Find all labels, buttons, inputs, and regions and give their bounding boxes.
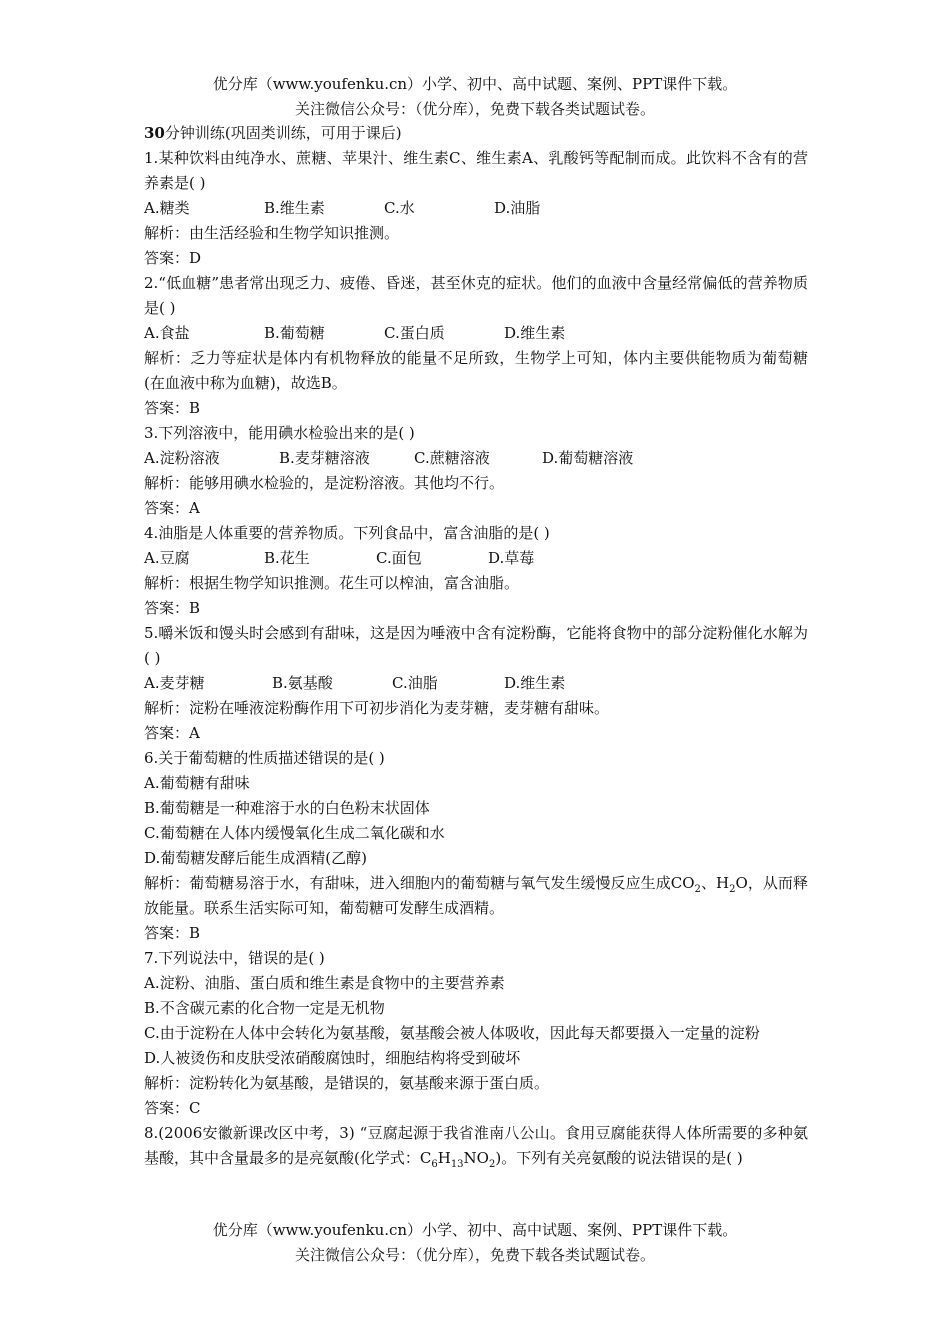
option-b: B.麦芽糖溶液	[279, 449, 370, 467]
question-4-stem: 4.油脂是人体重要的营养物质。下列食品中，富含油脂的是( )	[144, 524, 550, 542]
option-d: D.维生素	[504, 324, 566, 342]
option-b: B.葡萄糖是一种难溶于水的白色粉末状固体	[144, 799, 430, 817]
option-b: B.葡萄糖	[264, 324, 325, 342]
question-1-analysis: 解析：由生活经验和生物学知识推测。	[144, 224, 400, 242]
question-1-options	[144, 196, 808, 221]
question-4-analysis: 解析：根据生物学知识推测。花生可以榨油，富含油脂。	[144, 574, 520, 592]
option-c: C.油脂	[392, 674, 438, 692]
option-a: A.食盐	[144, 324, 190, 342]
question-5-options	[144, 671, 808, 696]
subscript: 6	[431, 1159, 438, 1170]
option-b: B.维生素	[264, 199, 325, 217]
option-a: A.葡萄糖有甜味	[144, 774, 250, 792]
option-d: D.草莓	[488, 549, 535, 567]
option-d: D.葡萄糖发酵后能生成酒精(乙醇)	[144, 849, 367, 867]
question-8-stem	[144, 1121, 808, 1171]
question-2-stem: 2.“低血糖”患者常出现乏力、疲倦、昏迷，甚至休克的症状。他们的血液中含量经常偏低的营养物质是( )	[144, 274, 808, 317]
question-3-options	[144, 446, 808, 471]
option-c: C.蛋白质	[384, 324, 445, 342]
option-a: A.糖类	[144, 199, 190, 217]
option-c: C.水	[384, 199, 415, 217]
subscript: 2	[694, 884, 701, 895]
question-2-answer: 答案：B	[144, 399, 201, 417]
question-2-options	[144, 321, 808, 346]
question-6-answer: 答案：B	[144, 924, 201, 942]
question-3-stem: 3.下列溶液中，能用碘水检验出来的是( )	[144, 424, 415, 442]
stem-text-3: NO	[463, 1149, 489, 1167]
question-3-answer: 答案：A	[144, 499, 200, 517]
analysis-text-2: 、H	[700, 874, 730, 892]
question-5-stem: 5.嚼米饭和馒头时会感到有甜味，这是因为唾液中含有淀粉酶，它能将食物中的部分淀粉催化水解为( )	[144, 624, 808, 667]
subscript: 13	[450, 1159, 464, 1170]
option-a: A.豆腐	[144, 549, 190, 567]
section-title-number: 30	[144, 124, 165, 142]
analysis-text-1: 解析：葡萄糖易溶于水，有甜味，进入细胞内的葡萄糖与氧气发生缓慢反应生成CO	[144, 874, 695, 892]
option-b: B.氨基酸	[272, 674, 333, 692]
section-title-text: 分钟训练(巩固类训练，可用于课后)	[164, 124, 402, 142]
question-6-stem: 6.关于葡萄糖的性质描述错误的是( )	[144, 749, 385, 767]
option-c: C.葡萄糖在人体内缓慢氧化生成二氧化碳和水	[144, 824, 445, 842]
footer-line-2: 关注微信公众号：（优分库），免费下载各类试题试卷。	[294, 1246, 655, 1264]
subscript: 2	[729, 884, 736, 895]
option-b: B.不含碳元素的化合物一定是无机物	[144, 999, 385, 1017]
question-7-analysis: 解析：淀粉转化为氨基酸，是错误的，氨基酸来源于蛋白质。	[144, 1074, 550, 1092]
stem-text-4: )。下列有关亮氨酸的说法错误的是( )	[495, 1149, 743, 1167]
stem-text-1: 8.(2006安徽新课改区中考，3) “豆腐起源于我省淮南八公山。食用豆腐能获得人体所需要的多种氨基酸，其中含量最多的是亮氨酸(化学式：C	[144, 1124, 808, 1167]
option-d: D.油脂	[494, 199, 541, 217]
option-c: C.蔗糖溶液	[414, 449, 490, 467]
section-title	[144, 121, 808, 146]
analysis-text-3: O，从而释放能量。联系生活实际可知，葡萄糖可发酵生成酒精。	[144, 874, 808, 917]
question-4-answer: 答案：B	[144, 599, 201, 617]
header-line-2: 关注微信公众号：（优分库），免费下载各类试题试卷。	[294, 100, 655, 118]
document-body	[144, 121, 808, 1171]
question-6-analysis	[144, 871, 808, 921]
option-c: C.由于淀粉在人体中会转化为氨基酸，氨基酸会被人体吸收，因此每天都要摄入一定量的淀粉	[144, 1024, 760, 1042]
header-line-1: 优分库（www.youfenku.cn）小学、初中、高中试题、案例、PPT课件下载。	[212, 75, 738, 93]
option-d: D.葡萄糖溶液	[542, 449, 634, 467]
option-a: A.麦芽糖	[144, 674, 205, 692]
option-b: B.花生	[264, 549, 310, 567]
question-4-options	[144, 546, 808, 571]
question-7-answer: 答案：C	[144, 1099, 201, 1117]
option-d: D.维生素	[504, 674, 566, 692]
stem-text-2: H	[437, 1149, 451, 1167]
question-1-stem: 1.某种饮料由纯净水、蔗糖、苹果汁、维生素C、维生素A、乳酸钙等配制而成。此饮料不含有的营养素是( )	[144, 149, 808, 192]
option-a: A.淀粉溶液	[144, 449, 220, 467]
option-a: A.淀粉、油脂、蛋白质和维生素是食物中的主要营养素	[144, 974, 505, 992]
option-d: D.人被烫伤和皮肤受浓硝酸腐蚀时，细胞结构将受到破坏	[144, 1049, 521, 1067]
subscript: 2	[488, 1159, 496, 1170]
question-3-analysis: 解析：能够用碘水检验的，是淀粉溶液。其他均不行。	[144, 474, 505, 492]
question-2-analysis: 解析：乏力等症状是体内有机物释放的能量不足所致，生物学上可知，体内主要供能物质为葡萄糖(在血液中称为血糖)，故选B。	[144, 349, 808, 392]
option-c: C.面包	[376, 549, 422, 567]
page-footer	[0, 1218, 950, 1268]
question-7-stem: 7.下列说法中，错误的是( )	[144, 949, 325, 967]
page-header	[0, 72, 950, 122]
footer-line-1: 优分库（www.youfenku.cn）小学、初中、高中试题、案例、PPT课件下载。	[212, 1221, 738, 1239]
question-5-analysis: 解析：淀粉在唾液淀粉酶作用下可初步消化为麦芽糖，麦芽糖有甜味。	[144, 699, 610, 717]
question-1-answer: 答案：D	[144, 249, 202, 267]
question-5-answer: 答案：A	[144, 724, 200, 742]
